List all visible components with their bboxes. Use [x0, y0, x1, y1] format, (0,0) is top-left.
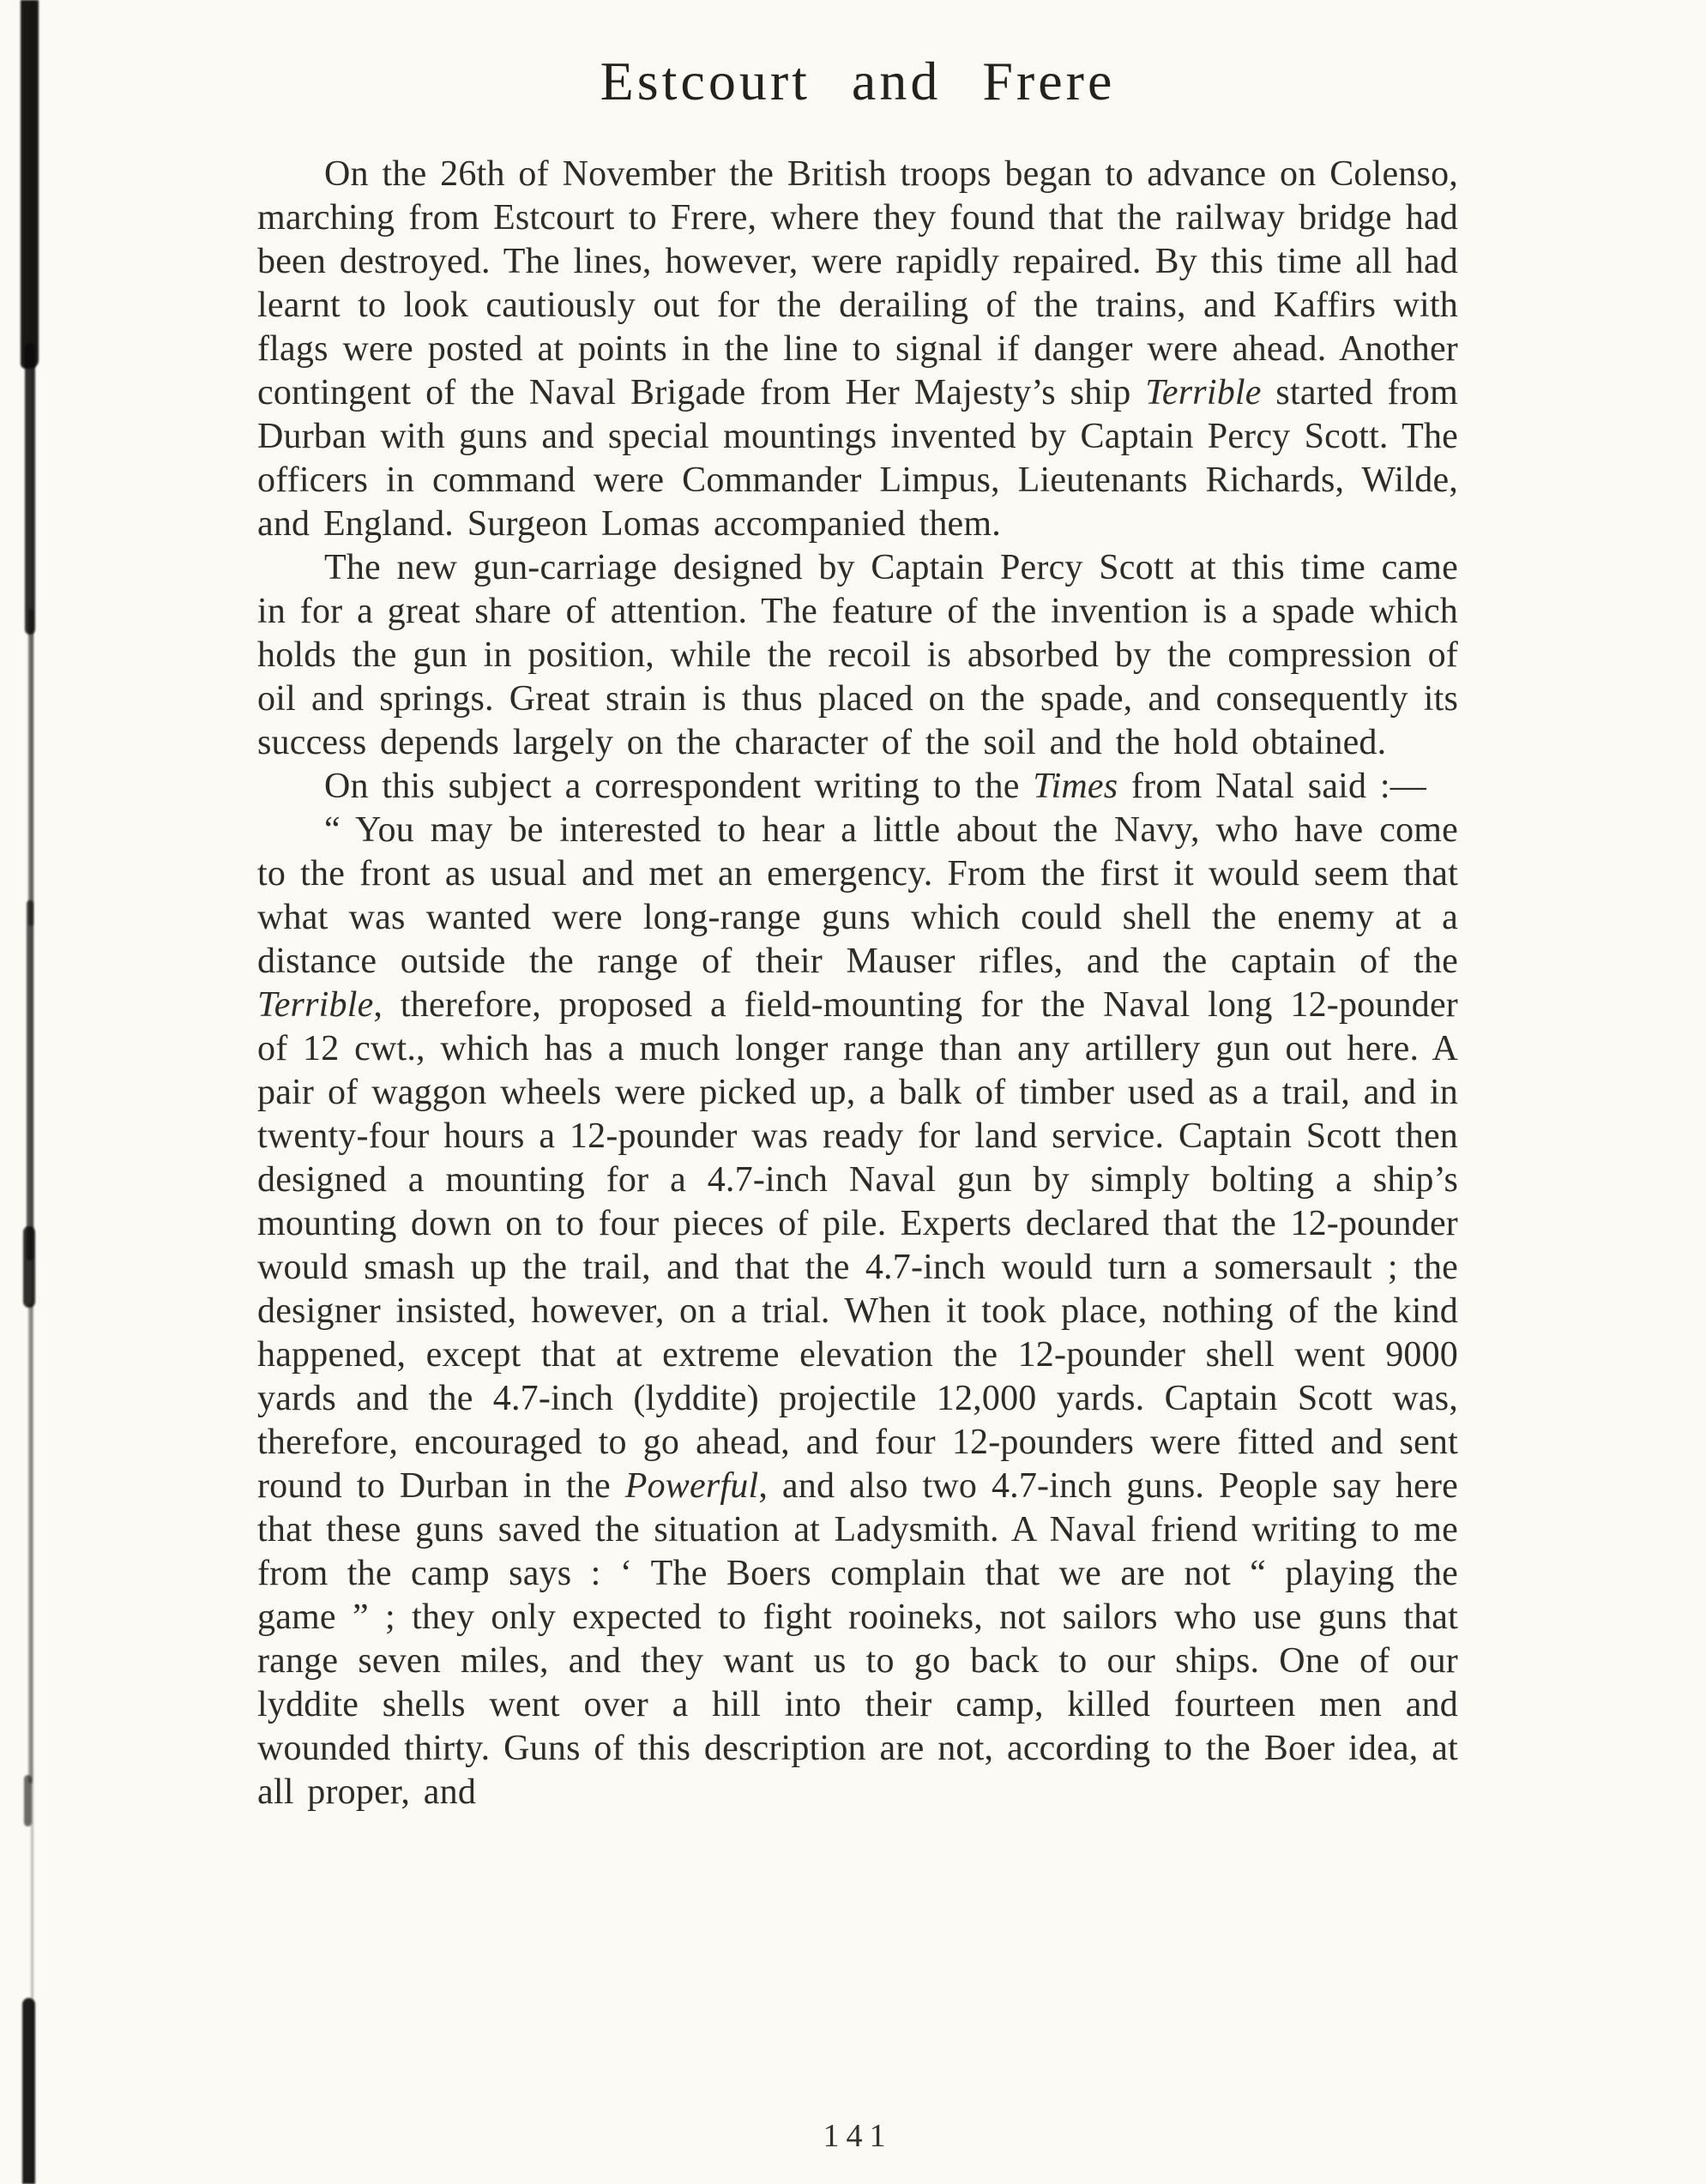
italic-text: Times [1033, 767, 1118, 806]
italic-text: Terrible [1145, 373, 1262, 412]
body-text: , and also two 4.7-inch guns. People say here that these guns saved the situation at Ladysmith. A Naval friend writing to me from the camp says : ‘ The Boers complain that we are not “ playing the game ” ; they only expected to fight rooineks, not sailors who use guns that range seven miles, and they want us to go back to our ships. One of our lyddite shells went over a hill into their camp, killed fourteen men and wounded thirty. Guns of this description are not, according to the Boer idea, at all proper, and [257, 1466, 1458, 1812]
binding-mark [25, 343, 35, 635]
binding-mark [21, 0, 39, 369]
binding-mark [22, 1998, 35, 2184]
body-text: The new gun-carriage designed by Captain Percy Scott at this time came in for a great share of attention. The feature of the invention is a spade which holds the gun in position, while the recoil is absorbed by the compression of oil and springs. Great strain is thus placed on the spade, and consequently its success depends largely on the character of the soil and the hold obtained. [257, 548, 1458, 762]
body-text: On this subject a correspondent writing to the [324, 767, 1034, 806]
paragraph [257, 153, 1458, 546]
page-body [257, 153, 1458, 1814]
binding-mark [24, 1775, 32, 1826]
binding-mark [28, 1303, 33, 1784]
paragraph [257, 765, 1458, 809]
binding-mark [23, 1226, 35, 1308]
body-text: On the 26th of November the British troops began to advance on Colenso, marching from Estcourt to Frere, where they found that the railway bridge had been destroyed. The lines, however, were rapidly repaired. By this time all had learnt to look cautiously out for the derailing of the trains, and Kaffirs with flags were posted at points in the line to signal if danger were ahead. Another contingent of the Naval Brigade from Her Majesty’s ship [257, 154, 1458, 412]
italic-text: Powerful [624, 1466, 759, 1506]
page-number: 141 [823, 2118, 893, 2154]
body-text: , therefore, proposed a field-mounting for the Naval long 12-pounder of 12 cwt., which has a much longer range than any artillery gun out here. A pair of waggon wheels were picked up, a balk of timber used as a trail, and in twenty-four hours a 12-pounder was ready for land service. Captain Scott then designed a mounting for a 4.7-inch Naval gun by simply bolting a ship’s mounting down on to four pieces of pile. Experts declared that the 12-pounder would smash up the trail, and that the 4.7-inch would turn a somersault ; the designer insisted, however, on a trial. When it took place, nothing of the kind happened, except that at extreme elevation the 12-pounder shell went 9000 yards and the 4.7-inch (lyddite) projectile 12,000 yards. Captain Scott was, therefore, encouraged to go ahead, and four 12-pounders were fitted and sent round to Durban in the [257, 985, 1458, 1506]
paragraph [257, 809, 1458, 1814]
chapter-title: Estcourt and Frere [600, 51, 1116, 111]
paragraph [257, 546, 1458, 765]
body-text: “ You may be interested to hear a little about the Navy, who have come to the front as usual and met an emergency. From the first it would seem that what was wanted were long-range guns which could shell the enemy at a distance outside the range of their Mauser rifles, and the captain of the [257, 810, 1458, 981]
italic-text: Terrible [257, 985, 374, 1025]
body-text: started from Durban with guns and special mountings invented by Captain Percy Scott. The officers in command were Commander Limpus, Lieutenants Richards, Wilde, and England. Surgeon Lomas accompanied them. [257, 373, 1458, 544]
binding-mark [27, 900, 33, 1260]
binding-mark [28, 609, 33, 926]
body-text: from Natal said :— [1118, 767, 1426, 806]
